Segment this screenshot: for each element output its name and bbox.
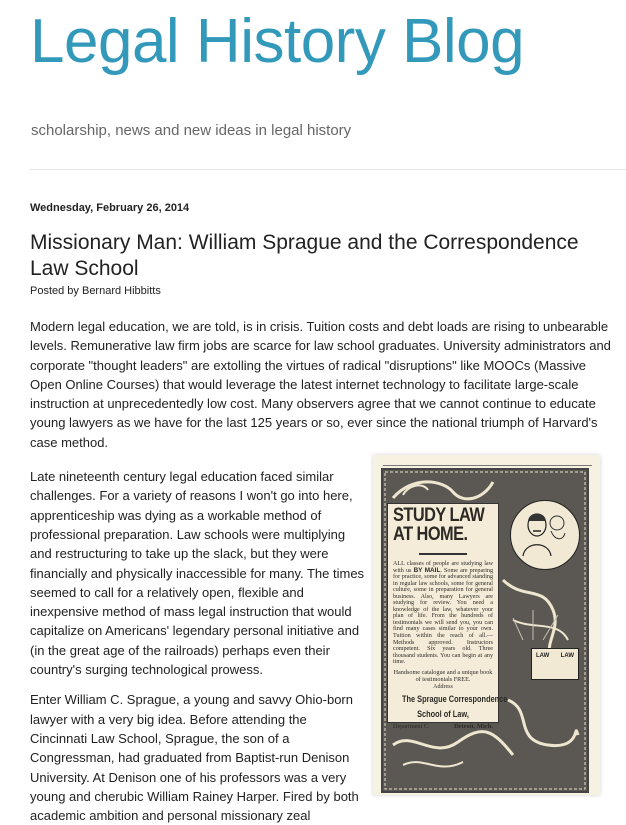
post-date: Wednesday, February 26, 2014: [30, 202, 190, 214]
portrait-illustration: [510, 500, 580, 570]
ad-body-part: . Some are preparing for practice, some for advanced standing in regular law schools, some for general culture, some in preparation for general business. Also, many Lawyers are studying for review. You need a knowledge of the law, whatever your plan of life. From the hundreds of testimonials we will send you, you can find many cases similar to your own. Tuition within the reach of all.—Methods approved. Instructors competent. Six years old. Three thousand students. You can begin at any time.: [393, 567, 494, 666]
law-book-illustration: [531, 648, 579, 680]
ad-text-panel: [387, 503, 508, 730]
book-left-label: LAW: [536, 653, 550, 659]
post-paragraph: Late nineteenth century legal education faced similar challenges. For a variety of reasons I won't go into here, apprenticeship was dying as a workable method of professional preparation. Law schools were multiplying and restructuring to take up the slack, but they were financially and physically inaccessible for many. The times seemed to call for a relatively open, flexible and inexpensive method of mass legal instruction that would capitalize on Americans' legendary personal initiative and (in the great age of the railroads) perhaps even their country's surging technological prowess.: [30, 469, 365, 678]
ad-city: Detroit, Mich.: [453, 722, 493, 730]
ad-divider: [419, 553, 467, 555]
blog-title-link[interactable]: Legal History Blog: [30, 7, 525, 76]
advertisement-image[interactable]: [373, 455, 600, 795]
ad-body-text: [393, 561, 493, 666]
ad-address-label: Address: [433, 683, 453, 690]
ad-body-part: ALL classes of people are studying law with us: [393, 561, 493, 574]
ad-ornamental-frame: [381, 468, 589, 793]
ad-school-name: School of Law,: [417, 708, 469, 719]
blog-description: scholarship, news and new ideas in legal history: [31, 122, 352, 139]
post-paragraph: Enter William C. Sprague, a young and savvy Ohio-born lawyer with a very big idea. Before attending the Cincinnati Law School, Sprague, the son of a Congressman, had graduated from Baptist-run Denison University. At Denison one of his professors was a very young and cherubic William Rainey Harper. Fired by both academic ambition and personal missionary zeal: [30, 692, 359, 824]
ad-catalogue-text: Handsome catalogue and a unique book of testimonials FREE.: [393, 668, 493, 683]
post-paragraph: Modern legal education, we are told, is in crisis. Tuition costs and debt loads are rising to unbearable levels. Remunerative law firm jobs are scarce for law school graduates. University administrators and corporate "thought leaders" are extolling the virtues of radical "disruptions" like MOOCs (Massive Open Online Courses) that would leverage the latest internet technology to facilitate large-scale instruction at unprecedentedly low cost. Many observers agree that we cannot continue to educate young lawyers as we have for the last 125 years or so, ever since the national triumph of Harvard's case method.: [30, 319, 611, 450]
post-author: Posted by Bernard Hibbitts: [30, 285, 161, 297]
ad-headline: AT HOME.: [393, 524, 468, 545]
header-divider: [30, 169, 626, 170]
clipping-header-line: [383, 459, 592, 466]
ad-headline: STUDY LAW: [393, 505, 485, 526]
ad-department: Department C.: [393, 722, 430, 730]
blog-header: [0, 0, 626, 172]
ad-school-name: The Sprague Correspondence: [402, 693, 508, 704]
post-title-link[interactable]: Missionary Man: William Sprague and the Correspondence Law School: [30, 231, 579, 280]
portrait-icon: [511, 501, 577, 567]
ad-department-line: [393, 723, 493, 730]
book-right-label: LAW: [560, 653, 574, 659]
ad-body-bold: BY MAIL: [413, 566, 441, 574]
